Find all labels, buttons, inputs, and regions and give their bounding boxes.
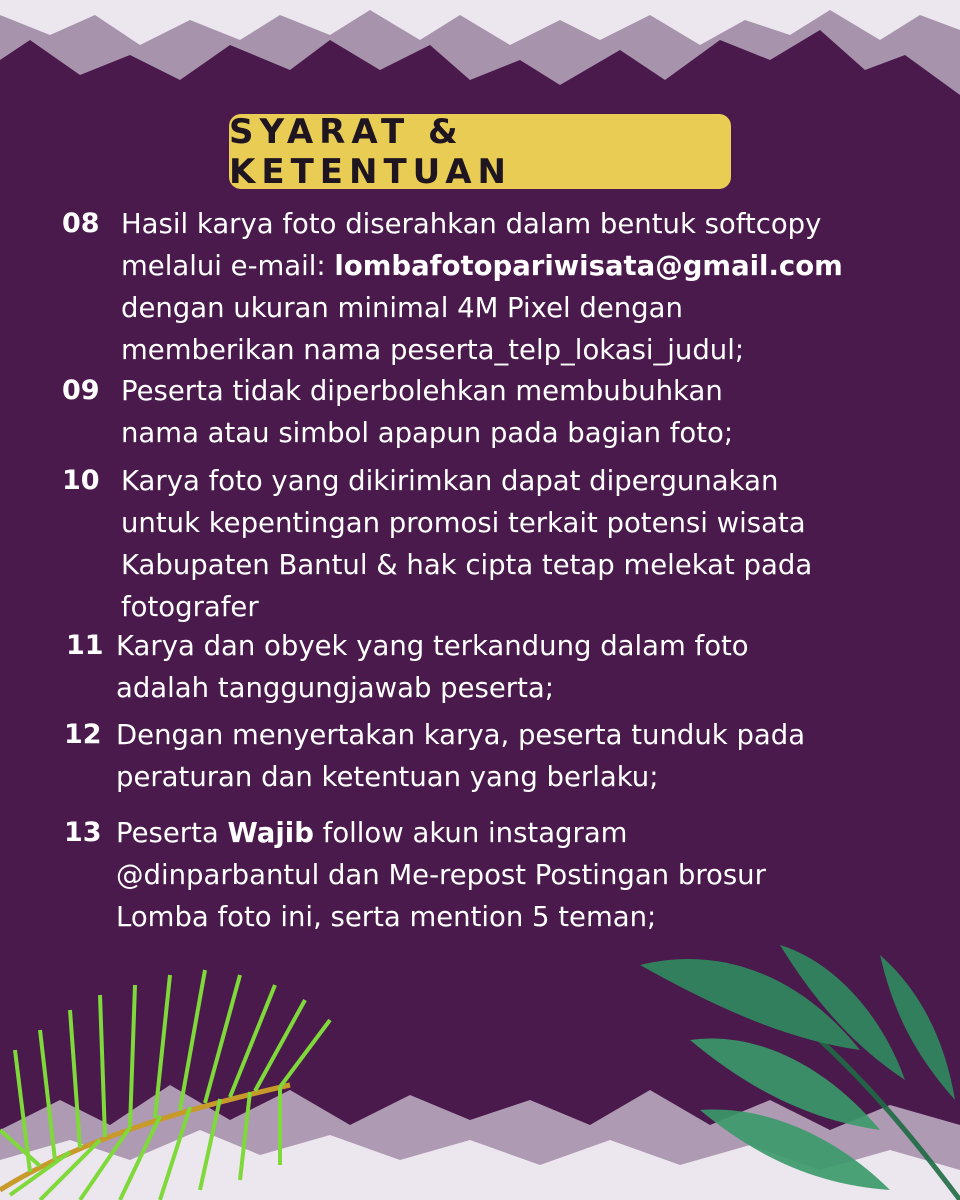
email-address: lombafotopariwisata@gmail.com [334, 250, 843, 282]
item-number: 08 [62, 208, 100, 239]
title-text: SYARAT & KETENTUAN [229, 111, 512, 192]
item-text [121, 370, 921, 454]
item-line: nama atau simbol apapun pada bagian foto; [121, 417, 734, 449]
item-text [116, 812, 916, 938]
item-text [121, 203, 921, 371]
item-text-prefix: Peserta [116, 817, 228, 849]
item-line: untuk kepentingan promosi terkait potensi wisata [121, 507, 806, 539]
item-number: 09 [62, 375, 100, 406]
item-line: dengan ukuran minimal 4M Pixel dengan [121, 292, 683, 324]
item-line: Peserta tidak diperbolehkan membubuhkan [121, 375, 723, 407]
item-number: 12 [64, 719, 102, 750]
title-banner [229, 111, 731, 192]
item-line: peraturan dan ketentuan yang berlaku; [116, 761, 659, 793]
item-line: Dengan menyertakan karya, peserta tunduk pada [116, 719, 806, 751]
email-label: melalui e-mail: [121, 250, 335, 282]
item-line: Kabupaten Bantul & hak cipta tetap melekat pada [121, 549, 813, 581]
item-text [116, 714, 916, 798]
item-number: 13 [64, 817, 102, 848]
item-number: 10 [62, 465, 100, 496]
item-line: @dinparbantul dan Me-repost Postingan brosur [116, 859, 766, 891]
item-line: fotografer [121, 591, 259, 623]
item-line: Karya foto yang dikirimkan dapat dipergunakan [121, 465, 779, 497]
wajib-emphasis: Wajib [227, 817, 314, 849]
item-number: 11 [66, 630, 104, 661]
item-text [121, 460, 921, 628]
item-text [116, 625, 916, 709]
item-text-suffix: follow akun instagram [313, 817, 628, 849]
item-line: Lomba foto ini, serta mention 5 teman; [116, 901, 657, 933]
item-line: memberikan nama peserta_telp_lokasi_judul; [121, 334, 745, 366]
item-line: Hasil karya foto diserahkan dalam bentuk softcopy [121, 208, 822, 240]
item-line: adalah tanggungjawab peserta; [116, 672, 554, 704]
item-line [121, 245, 921, 287]
item-line: Karya dan obyek yang terkandung dalam foto [116, 630, 749, 662]
item-line [116, 812, 916, 854]
